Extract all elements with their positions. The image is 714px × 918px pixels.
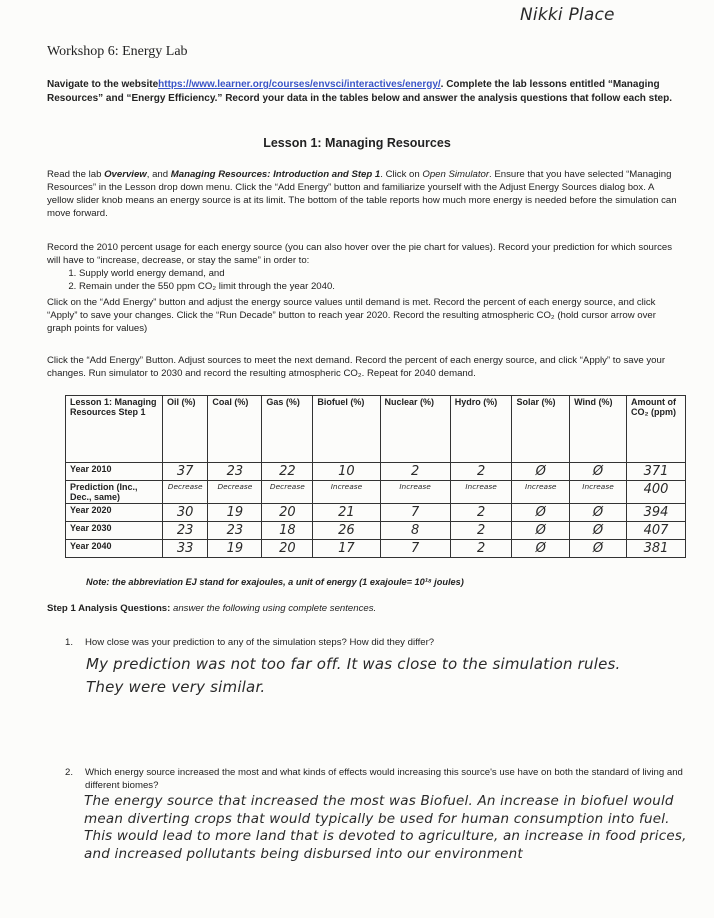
navigate-suffix: . Complete the lab lessons entitled “Managing Resources” and “Energy Efficiency.” Record your data in the tables below and answer the analysis questions that follow each step. bbox=[47, 79, 672, 104]
table-header: Biofuel (%) bbox=[313, 396, 380, 463]
table-cell[interactable]: Ø bbox=[512, 504, 570, 522]
row-label: Year 2040 bbox=[66, 540, 163, 558]
table-cell[interactable]: 7 bbox=[380, 504, 450, 522]
answer-2[interactable]: The energy source that increased the most was Biofuel. An increase in biofuel would mean diverting crops that would typically be used for human consumption into fuel. This would lead to more land that is devoted to agriculture, an increase in food prices, and increased pollutants being disbursed into our environment bbox=[84, 793, 687, 862]
row-label: Year 2020 bbox=[66, 504, 163, 522]
table-header: Wind (%) bbox=[570, 396, 627, 463]
record-paragraph bbox=[47, 241, 677, 293]
intro-managing-step: Managing Resources: Introduction and Step 1 bbox=[170, 169, 381, 180]
question-text: How close was your prediction to any of the simulation steps? How did they differ? bbox=[85, 637, 435, 648]
table-cell[interactable]: Ø bbox=[512, 463, 570, 481]
intro-and: , and bbox=[146, 169, 171, 180]
question-1 bbox=[65, 636, 434, 649]
table-cell[interactable]: 23 bbox=[208, 522, 262, 540]
row-label: Year 2030 bbox=[66, 522, 163, 540]
table-cell[interactable]: 10 bbox=[313, 463, 380, 481]
table-cell[interactable]: 19 bbox=[208, 540, 262, 558]
table-cell[interactable]: 30 bbox=[163, 504, 208, 522]
record-text: Record the 2010 percent usage for each energy source (you can also hover over the pie chart for values). Record your prediction for which sources will have to “increase, decrease, or stay the same” in order to: bbox=[47, 242, 672, 266]
data-table bbox=[65, 395, 686, 558]
answer-1[interactable]: My prediction was not too far off. It was close to the simulation rules. They were very similar. bbox=[86, 655, 621, 696]
page-title: Workshop 6: Energy Lab bbox=[47, 44, 188, 59]
table-header: Lesson 1: Managing Resources Step 1 bbox=[66, 396, 163, 463]
row-label: Prediction (Inc., Dec., same) bbox=[66, 481, 163, 504]
table-header: Oil (%) bbox=[163, 396, 208, 463]
table-cell[interactable]: 7 bbox=[380, 540, 450, 558]
intro-click-on: . Click on bbox=[380, 169, 423, 180]
table-header-row bbox=[66, 396, 686, 463]
table-row bbox=[66, 540, 686, 558]
question-2 bbox=[65, 766, 685, 792]
table-cell[interactable]: 17 bbox=[313, 540, 380, 558]
table-row bbox=[66, 481, 686, 504]
table-cell[interactable]: 20 bbox=[262, 540, 313, 558]
intro-paragraph bbox=[47, 168, 677, 220]
table-cell[interactable]: 394 bbox=[627, 504, 686, 522]
table-cell[interactable]: 33 bbox=[163, 540, 208, 558]
table-row bbox=[66, 522, 686, 540]
intro-rest: . Ensure that you have selected “Managing Resources” in the Lesson drop down menu. Click the “Add Energy” button and familiarize yourself with the Adjust Energy Sources dialog box. A yellow slider knob means an energy source is at its limit. The bottom of the table reports how much more energy is needed before the simulation can move forward. bbox=[47, 169, 677, 219]
table-cell[interactable]: 2 bbox=[450, 522, 512, 540]
table-cell[interactable]: 407 bbox=[627, 522, 686, 540]
table-cell[interactable]: Ø bbox=[512, 540, 570, 558]
table-cell[interactable]: 26 bbox=[313, 522, 380, 540]
table-cell[interactable]: 18 bbox=[262, 522, 313, 540]
question-text: Which energy source increased the most and what kinds of effects would increasing this source's use have on both the standard of living and different biomes? bbox=[85, 767, 683, 791]
row-label: Year 2010 bbox=[66, 463, 163, 481]
table-header: Nuclear (%) bbox=[380, 396, 450, 463]
table-cell[interactable]: Increase bbox=[570, 481, 627, 504]
table-cell[interactable]: 371 bbox=[627, 463, 686, 481]
table-cell[interactable]: 381 bbox=[627, 540, 686, 558]
table-cell[interactable]: 37 bbox=[163, 463, 208, 481]
table-row bbox=[66, 504, 686, 522]
analysis-heading-italic: answer the following using complete sentences. bbox=[170, 603, 377, 614]
table-header: Amount of CO₂ (ppm) bbox=[627, 396, 686, 463]
table-cell[interactable]: Increase bbox=[512, 481, 570, 504]
table-cell[interactable]: Ø bbox=[570, 504, 627, 522]
table-cell[interactable]: 400 bbox=[627, 481, 686, 504]
table-cell[interactable]: 2 bbox=[450, 504, 512, 522]
table-cell[interactable]: 19 bbox=[208, 504, 262, 522]
lab-website-link[interactable]: https://www.learner.org/courses/envsci/interactives/energy/ bbox=[158, 79, 441, 90]
add-energy-paragraph: Click on the “Add Energy” button and adjust the energy source values until demand is met. Record the percent of each energy source, and click “Apply” to save your changes. Click the “Run Decade” button to reach year 2020. Record the resulting atmospheric CO₂ (hold cursor arrow over graph points for values) bbox=[47, 297, 656, 334]
table-cell[interactable]: Decrease bbox=[163, 481, 208, 504]
table-cell[interactable]: Ø bbox=[570, 540, 627, 558]
record-list bbox=[47, 267, 677, 293]
list-item: 2. Remain under the 550 ppm CO₂ limit through the year 2040. bbox=[79, 280, 677, 293]
navigate-instructions bbox=[47, 78, 677, 105]
table-cell[interactable]: 2 bbox=[450, 540, 512, 558]
table-cell[interactable]: 23 bbox=[163, 522, 208, 540]
table-cell[interactable]: 8 bbox=[380, 522, 450, 540]
navigate-prefix: Navigate to the website bbox=[47, 79, 159, 90]
table-cell[interactable]: Increase bbox=[450, 481, 512, 504]
table-header: Coal (%) bbox=[208, 396, 262, 463]
table-row bbox=[66, 463, 686, 481]
table-header: Hydro (%) bbox=[450, 396, 512, 463]
question-number: 1. bbox=[65, 637, 74, 648]
table-cell[interactable]: 2 bbox=[380, 463, 450, 481]
table-cell[interactable]: Ø bbox=[570, 463, 627, 481]
table-header: Gas (%) bbox=[262, 396, 313, 463]
table-cell[interactable]: Decrease bbox=[262, 481, 313, 504]
table-cell[interactable]: 23 bbox=[208, 463, 262, 481]
table-note: Note: the abbreviation EJ stand for exajoules, a unit of energy (1 exajoule= 10¹⁸ joules) bbox=[86, 577, 464, 587]
table-cell[interactable]: 22 bbox=[262, 463, 313, 481]
table-cell[interactable]: Increase bbox=[313, 481, 380, 504]
table-cell[interactable]: 20 bbox=[262, 504, 313, 522]
table-header: Solar (%) bbox=[512, 396, 570, 463]
table-cell[interactable]: Increase bbox=[380, 481, 450, 504]
table-cell[interactable]: Ø bbox=[512, 522, 570, 540]
table-cell[interactable]: Decrease bbox=[208, 481, 262, 504]
intro-read: Read the lab bbox=[47, 169, 105, 180]
table-cell[interactable]: Ø bbox=[570, 522, 627, 540]
intro-open-simulator: Open Simulator bbox=[422, 169, 490, 180]
intro-overview: Overview bbox=[104, 169, 147, 180]
table-cell[interactable]: 2 bbox=[450, 463, 512, 481]
analysis-heading-bold: Step 1 Analysis Questions: bbox=[47, 603, 171, 614]
table-cell[interactable]: 21 bbox=[313, 504, 380, 522]
analysis-heading bbox=[47, 603, 376, 614]
list-item: 1. Supply world energy demand, and bbox=[79, 267, 677, 280]
question-number: 2. bbox=[65, 767, 74, 778]
repeat-paragraph: Click the “Add Energy” Button. Adjust sources to meet the next demand. Record the percent of each energy source, and click “Apply” to save your changes. Run simulator to 2030 and record the resulting atmospheric CO₂. Repeat for 2040 demand. bbox=[47, 355, 666, 379]
lesson-title: Lesson 1: Managing Resources bbox=[263, 136, 451, 150]
student-name: Nikki Place bbox=[520, 5, 615, 25]
